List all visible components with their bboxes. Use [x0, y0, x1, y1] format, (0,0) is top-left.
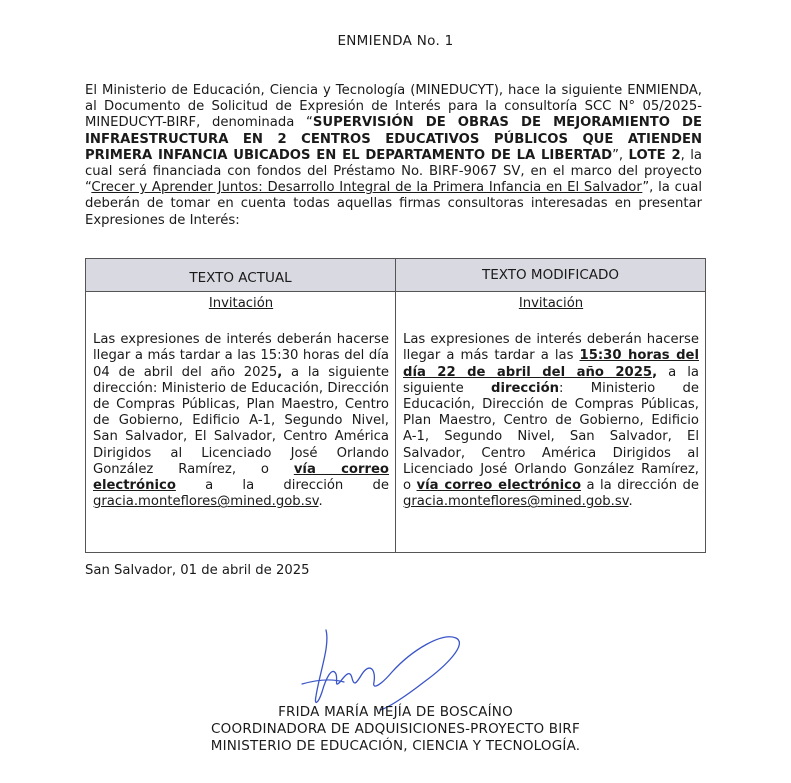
modified-text-2: a la siguiente — [403, 364, 699, 396]
intro-paragraph — [85, 83, 702, 229]
actual-text-4: . — [318, 494, 323, 510]
modified-text-3: : Ministerio de Educación, Dirección de Compras Públicas, Plan Maestro, Centro de Gobierno, Edificio A-1, Segundo Nivel, San Salvador, El Salvador, Centro América Dirigidos al Licenciado José Orlando González Ramírez, o — [403, 380, 699, 494]
amendment-table — [85, 258, 706, 553]
intro-text-3: , la cual será financiada con fondos del Préstamo No. BIRF-9067 SV, en el marco del proyecto “ — [85, 147, 702, 196]
cell-actual — [86, 292, 396, 553]
modified-direction-label: dirección — [491, 380, 560, 396]
signer-role: COORDINADORA DE ADQUISICIONES-PROYECTO BIRF — [211, 721, 580, 737]
project-name: Crecer y Aprender Juntos: Desarrollo Integral de la Primera Infancia en El Salvador — [91, 180, 643, 196]
modified-text-5: . — [628, 494, 633, 510]
actual-email-link[interactable]: gracia.monteflores@mined.gob.sv — [93, 494, 319, 510]
cell-modified — [396, 292, 706, 553]
subtitle-actual: Invitación — [208, 296, 274, 311]
actual-text — [93, 332, 389, 510]
modified-deadline: 15:30 horas del día 22 de abril del año 2025 — [403, 348, 699, 380]
intro-text-1: El Ministerio de Educación, Ciencia y Tecnología (MINEDUCYT), hace la siguiente ENMIENDA, al Documento de Solicitud de Expresión de Interés para la consultoría SCC N° 05/2025-MINEDUCYT-BIRF, denominada “ — [85, 83, 702, 131]
modified-comma: , — [652, 364, 658, 380]
modified-email-label: vía correo electrónico — [416, 478, 582, 494]
modified-text-1: Las expresiones de interés deberán hacerse llegar a más tardar a las — [403, 332, 699, 364]
intro-text-4: ”, la cual deberán de tomar en cuenta todas aquellas firmas consultoras interesadas en presentar Expresiones de Interés: — [85, 180, 702, 228]
actual-text-3: a la dirección de — [175, 478, 389, 494]
consultancy-name: SUPERVISIÓN DE OBRAS DE MEJORAMIENTO DE INFRAESTRUCTURA EN 2 CENTROS EDUCATIVOS PÚBLICOS QUE ATIENDEN PRIMERA INFANCIA UBICADOS EN EL DEPARTAMENTO DE LA LIBERTAD — [85, 115, 703, 163]
actual-email-label: vía correo electrónico — [93, 461, 389, 494]
modified-text — [403, 332, 699, 510]
signature-image — [296, 626, 476, 716]
signature-stroke — [315, 630, 459, 710]
table-row — [86, 292, 706, 553]
subtitle-modified: Invitación — [518, 296, 584, 311]
actual-comma: , — [277, 364, 283, 380]
date-line: San Salvador, 01 de abril de 2025 — [85, 563, 310, 578]
actual-text-1: Las expresiones de interés deberán hacerse llegar a más tardar a las 15:30 horas del día 04 de abril del año 2025 — [93, 332, 389, 380]
table-header-row — [86, 259, 706, 292]
modified-email-link[interactable]: gracia.monteflores@mined.gob.sv — [403, 494, 629, 510]
actual-text-2: a la siguiente dirección: Ministerio de Educación, Dirección de Compras Públicas, Plan Maestro, Centro de Gobierno, Edificio A-1, Segundo Nivel, San Salvador, El Salvador, Centro América Dirigidos al Licenciado José Orlando González Ramírez, o — [93, 364, 389, 477]
signer-name: FRIDA MARÍA MEJÍA DE BOSCAÍNO — [278, 704, 513, 720]
header-modified-text: TEXTO MODIFICADO — [396, 259, 706, 292]
header-actual-text: TEXTO ACTUAL — [86, 259, 396, 292]
lot-number: LOTE 2 — [628, 147, 681, 163]
signer-organization: MINISTERIO DE EDUCACIÓN, CIENCIA Y TECNOLOGÍA. — [210, 738, 581, 754]
document-title: ENMIENDA No. 1 — [337, 33, 454, 49]
intro-text-2: ”, — [612, 147, 629, 163]
modified-text-4: a la dirección de — [581, 478, 700, 494]
